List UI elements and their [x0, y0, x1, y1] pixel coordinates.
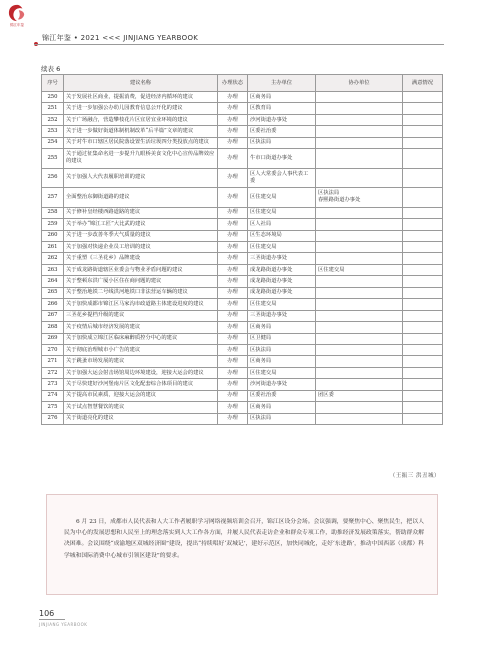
cell-status: 办理: [218, 253, 248, 264]
cell-assist-unit: [316, 413, 403, 424]
cell-name: 关于加快成立锦江区临床麻醉质控分中心的建议: [64, 333, 218, 344]
cell-name: 关于尽快建好沙河堡南片区文化配套综合体项目的建议: [64, 379, 218, 390]
cell-name: 关于修补皇经楼西路道路的建议: [64, 207, 218, 218]
cell-status: 办理: [218, 126, 248, 137]
cell-no: 264: [42, 276, 64, 287]
table-row: [42, 322, 443, 333]
cell-main-unit: 成龙路街道办事处: [248, 264, 316, 275]
cell-assist-unit: [316, 137, 403, 148]
table-row: [42, 310, 443, 321]
cell-no: 255: [42, 149, 64, 169]
cell-status: 办理: [218, 344, 248, 355]
cell-status: 办理: [218, 356, 248, 367]
cell-main-unit: 区委社治委: [248, 126, 316, 137]
cell-name: 关于成龙路街道辖区业委会与物业矛盾问题的建议: [64, 264, 218, 275]
cell-assist-unit: [316, 114, 403, 125]
table-row: [42, 367, 443, 378]
cell-main-unit: 沙河街道办事处: [248, 114, 316, 125]
author-signature: （王振三 洪丑城）: [389, 473, 440, 479]
logo-text: 锦江年鉴: [10, 23, 24, 27]
cell-assist-unit: [316, 402, 403, 413]
cell-main-unit: 区生态环境局: [248, 230, 316, 241]
col-header-no: 序号: [42, 75, 64, 92]
cell-name: 关于加强大运会射击场馆周边环境建设，迎接大运会的建议: [64, 367, 218, 378]
cell-no: 275: [42, 402, 64, 413]
cell-name: 关于整顿东洪广厦小区住在商问题的建议: [64, 276, 218, 287]
table-row: [42, 390, 443, 401]
cell-status: 办理: [218, 103, 248, 114]
cell-status: 办理: [218, 333, 248, 344]
cell-no: 256: [42, 168, 64, 188]
cell-name: 关于加强对快递企业员工培训的建议: [64, 242, 218, 253]
news-box: [46, 494, 438, 595]
cell-no: 272: [42, 367, 64, 378]
table-row: [42, 333, 443, 344]
cell-name: 关于进一步改善冬季大气质量的建议: [64, 230, 218, 241]
cell-satisfaction: [403, 137, 443, 148]
cell-satisfaction: [403, 264, 443, 275]
cell-main-unit: 区住建交局: [248, 242, 316, 253]
cell-status: 办理: [218, 242, 248, 253]
cell-no: 266: [42, 299, 64, 310]
cell-assist-unit: [316, 310, 403, 321]
cell-name: 关于发展社区商业，提振消费，促进经济内循环的建议: [64, 92, 218, 103]
cell-name: 关于加快成都市锦江区马家沟市政道路主体建设进度的建议: [64, 299, 218, 310]
cell-no: 265: [42, 287, 64, 298]
cell-no: 274: [42, 390, 64, 401]
cell-status: 办理: [218, 219, 248, 230]
cell-no: 251: [42, 103, 64, 114]
cell-no: 263: [42, 264, 64, 275]
cell-assist-unit: [316, 379, 403, 390]
cell-main-unit: 区执法局: [248, 413, 316, 424]
cell-main-unit: 区执法局: [248, 137, 316, 148]
cell-satisfaction: [403, 114, 443, 125]
table-row: [42, 413, 443, 424]
table-row: [42, 137, 443, 148]
footer-divider: [39, 619, 65, 620]
cell-assist-unit: [316, 230, 403, 241]
col-header-status: 办理状态: [218, 75, 248, 92]
cell-main-unit: 区人大常委会人事代表工委: [248, 168, 316, 188]
cell-status: 办理: [218, 92, 248, 103]
cell-no: 273: [42, 379, 64, 390]
cell-assist-unit: [316, 168, 403, 188]
cell-satisfaction: [403, 219, 443, 230]
table-row: [42, 114, 443, 125]
cell-satisfaction: [403, 276, 443, 287]
cell-no: 253: [42, 126, 64, 137]
running-header-title: 锦江年鉴 • 2021 <<< JINJIANG YEARBOOK: [42, 34, 199, 42]
cell-assist-unit: [316, 356, 403, 367]
cell-assist-unit: 区住建交局: [316, 264, 403, 275]
cell-main-unit: 区商务局: [248, 356, 316, 367]
cell-satisfaction: [403, 367, 443, 378]
table-row: [42, 92, 443, 103]
cell-assist-unit: [316, 149, 403, 169]
cell-satisfaction: [403, 379, 443, 390]
table-body: [42, 92, 443, 425]
cell-status: 办理: [218, 276, 248, 287]
table-row: [42, 230, 443, 241]
cell-status: 办理: [218, 413, 248, 424]
cell-status: 办理: [218, 379, 248, 390]
cell-main-unit: 区商务局: [248, 402, 316, 413]
cell-status: 办理: [218, 168, 248, 188]
cell-status: 办理: [218, 207, 248, 218]
page-number: 106: [39, 609, 55, 618]
cell-status: 办理: [218, 402, 248, 413]
cell-name: 关于彻底治理城市小广告的建议: [64, 344, 218, 355]
cell-satisfaction: [403, 310, 443, 321]
table-row: [42, 188, 443, 208]
table-row: [42, 356, 443, 367]
cell-status: 办理: [218, 114, 248, 125]
cell-no: 271: [42, 356, 64, 367]
table-row: [42, 276, 443, 287]
cell-name: 三圣花乡提档升级的建议: [64, 310, 218, 321]
cell-name: 关于跳蚤市场发展的建议: [64, 356, 218, 367]
cell-name: 关于提高市民素质，迎接大运会的建议: [64, 390, 218, 401]
cell-assist-unit: [316, 253, 403, 264]
table-row: [42, 264, 443, 275]
cell-no: 257: [42, 188, 64, 208]
col-header-assist-unit: 协办单位: [316, 75, 403, 92]
news-paragraph: 6 月 23 日，成都市人民代表和人大工作者履职学习网络视频培训会召开，锦江区设分会场。会议强调，要聚焦中心、聚焦民生，把以人民为中心的发展思想和人民至上的理念落实到人大工作各方面，并履人民代表走访企业和群众专项工作，助推经济发展政策落实，帮助群众解决困难。会议围绕“成渝地区双城经济圈”建设，提出“持续唱好‘双城记’，建好示范区，加快同城化，走好‘东进路’，推动中国西部（成都）科学城和国际消费中心城市引领区建设”的要求。: [64, 519, 424, 559]
cell-name: 关于进一步做好街道体制机制改革“后半篇”文章的建议: [64, 126, 218, 137]
cell-main-unit: 区委社治委: [248, 390, 316, 401]
cell-status: 办理: [218, 287, 248, 298]
table-row: [42, 242, 443, 253]
cell-status: 办理: [218, 188, 248, 208]
cell-main-unit: 牛市口街道办事处: [248, 149, 316, 169]
cell-assist-unit: [316, 344, 403, 355]
cell-main-unit: 区教育局: [248, 103, 316, 114]
cell-no: 268: [42, 322, 64, 333]
cell-no: 269: [42, 333, 64, 344]
cell-satisfaction: [403, 242, 443, 253]
table-row: [42, 287, 443, 298]
cell-assist-unit: [316, 207, 403, 218]
cell-satisfaction: [403, 126, 443, 137]
cell-no: 261: [42, 242, 64, 253]
cell-assist-unit: [316, 126, 403, 137]
cell-satisfaction: [403, 149, 443, 169]
cell-satisfaction: [403, 322, 443, 333]
cell-status: 办理: [218, 367, 248, 378]
cell-name: 关于试点智慧餐饮的建议: [64, 402, 218, 413]
cell-assist-unit: [316, 299, 403, 310]
cell-satisfaction: [403, 253, 443, 264]
cell-no: 254: [42, 137, 64, 148]
col-header-main-unit: 主办单位: [248, 75, 316, 92]
cell-satisfaction: [403, 333, 443, 344]
cell-satisfaction: [403, 168, 443, 188]
cell-assist-unit: [316, 219, 403, 230]
cell-name: 关于进一步加强公办幼儿园教育信息公开化的建议: [64, 103, 218, 114]
cell-main-unit: 区卫健局: [248, 333, 316, 344]
cell-name: 关于通过征集命名进一步提升九眼桥美食文化中心宣传品牌效应的建议: [64, 149, 218, 169]
cell-main-unit: 区住建交局: [248, 367, 316, 378]
cell-name: 全面整治东御街道路的建议: [64, 188, 218, 208]
cell-satisfaction: [403, 299, 443, 310]
cell-assist-unit: [316, 333, 403, 344]
cell-assist-unit: [316, 322, 403, 333]
table-row: [42, 402, 443, 413]
cell-main-unit: 区住建交局: [248, 188, 316, 208]
cell-assist-unit: [316, 92, 403, 103]
table-caption: 续表 6: [41, 65, 61, 73]
cell-no: 252: [42, 114, 64, 125]
cell-assist-unit: [316, 287, 403, 298]
table-row: [42, 379, 443, 390]
cell-satisfaction: [403, 92, 443, 103]
cell-assist-unit: [316, 103, 403, 114]
cell-main-unit: 三圣街道办事处: [248, 253, 316, 264]
footer-text: JINJIANG YEARBOOK: [39, 622, 88, 627]
cell-main-unit: 区商务局: [248, 322, 316, 333]
cell-satisfaction: [403, 413, 443, 424]
header-divider: [34, 44, 444, 45]
table-row: [42, 126, 443, 137]
cell-assist-unit: 区执法局 春熙路街道办事处: [316, 188, 403, 208]
table-row: [42, 344, 443, 355]
yearbook-logo-icon: [8, 4, 26, 22]
cell-no: 262: [42, 253, 64, 264]
col-header-name: 建议名称: [64, 75, 218, 92]
cell-satisfaction: [403, 344, 443, 355]
cell-status: 办理: [218, 149, 248, 169]
cell-name: 关于对牛市口辖区居民院落设置生活垃圾四分类投放点的建议: [64, 137, 218, 148]
cell-satisfaction: [403, 230, 443, 241]
cell-satisfaction: [403, 103, 443, 114]
cell-no: 250: [42, 92, 64, 103]
table-row: [42, 149, 443, 169]
cell-status: 办理: [218, 322, 248, 333]
cell-main-unit: 成龙路街道办事处: [248, 287, 316, 298]
cell-no: 276: [42, 413, 64, 424]
cell-status: 办理: [218, 310, 248, 321]
cell-main-unit: 区住建交局: [248, 207, 316, 218]
cell-name: 关于重塑《三圣花乡》品牌建设: [64, 253, 218, 264]
table-row: [42, 168, 443, 188]
table-row: [42, 253, 443, 264]
cell-no: 258: [42, 207, 64, 218]
cell-main-unit: 区商务局: [248, 92, 316, 103]
page-header: [0, 0, 480, 60]
cell-assist-unit: [316, 367, 403, 378]
cell-name: 关于举办“锦江工匠”大比武的建议: [64, 219, 218, 230]
table-row: [42, 103, 443, 114]
cell-status: 办理: [218, 390, 248, 401]
suggestion-table: [41, 74, 443, 425]
cell-no: 270: [42, 344, 64, 355]
cell-main-unit: 区住建交局: [248, 299, 316, 310]
col-header-satisfaction: 满意情况: [403, 75, 443, 92]
cell-name: 关于街道亮化的建议: [64, 413, 218, 424]
cell-main-unit: 沙河街道办事处: [248, 379, 316, 390]
cell-main-unit: 区人社局: [248, 219, 316, 230]
cell-satisfaction: [403, 390, 443, 401]
cell-satisfaction: [403, 188, 443, 208]
table-row: [42, 207, 443, 218]
cell-main-unit: 区执法局: [248, 344, 316, 355]
cell-status: 办理: [218, 137, 248, 148]
cell-assist-unit: [316, 242, 403, 253]
cell-name: 关于加强人大代表履职培训的建议: [64, 168, 218, 188]
table-row: [42, 299, 443, 310]
cell-satisfaction: [403, 287, 443, 298]
cell-main-unit: 成龙路街道办事处: [248, 276, 316, 287]
cell-satisfaction: [403, 402, 443, 413]
cell-name: 关于整治地铁二号线洪河地铁口非法营运车辆的建议: [64, 287, 218, 298]
cell-satisfaction: [403, 356, 443, 367]
cell-status: 办理: [218, 230, 248, 241]
cell-name: 关于疫情后城市经济发展的建议: [64, 322, 218, 333]
table-row: [42, 219, 443, 230]
cell-name: 关于广场融合，营造攀枝花片区宜居宜业环境的建议: [64, 114, 218, 125]
cell-assist-unit: 团区委: [316, 390, 403, 401]
cell-assist-unit: [316, 276, 403, 287]
cell-status: 办理: [218, 299, 248, 310]
cell-no: 260: [42, 230, 64, 241]
table-header-row: [42, 75, 443, 92]
cell-no: 259: [42, 219, 64, 230]
cell-main-unit: 三圣街道办事处: [248, 310, 316, 321]
cell-satisfaction: [403, 207, 443, 218]
cell-status: 办理: [218, 264, 248, 275]
cell-no: 267: [42, 310, 64, 321]
